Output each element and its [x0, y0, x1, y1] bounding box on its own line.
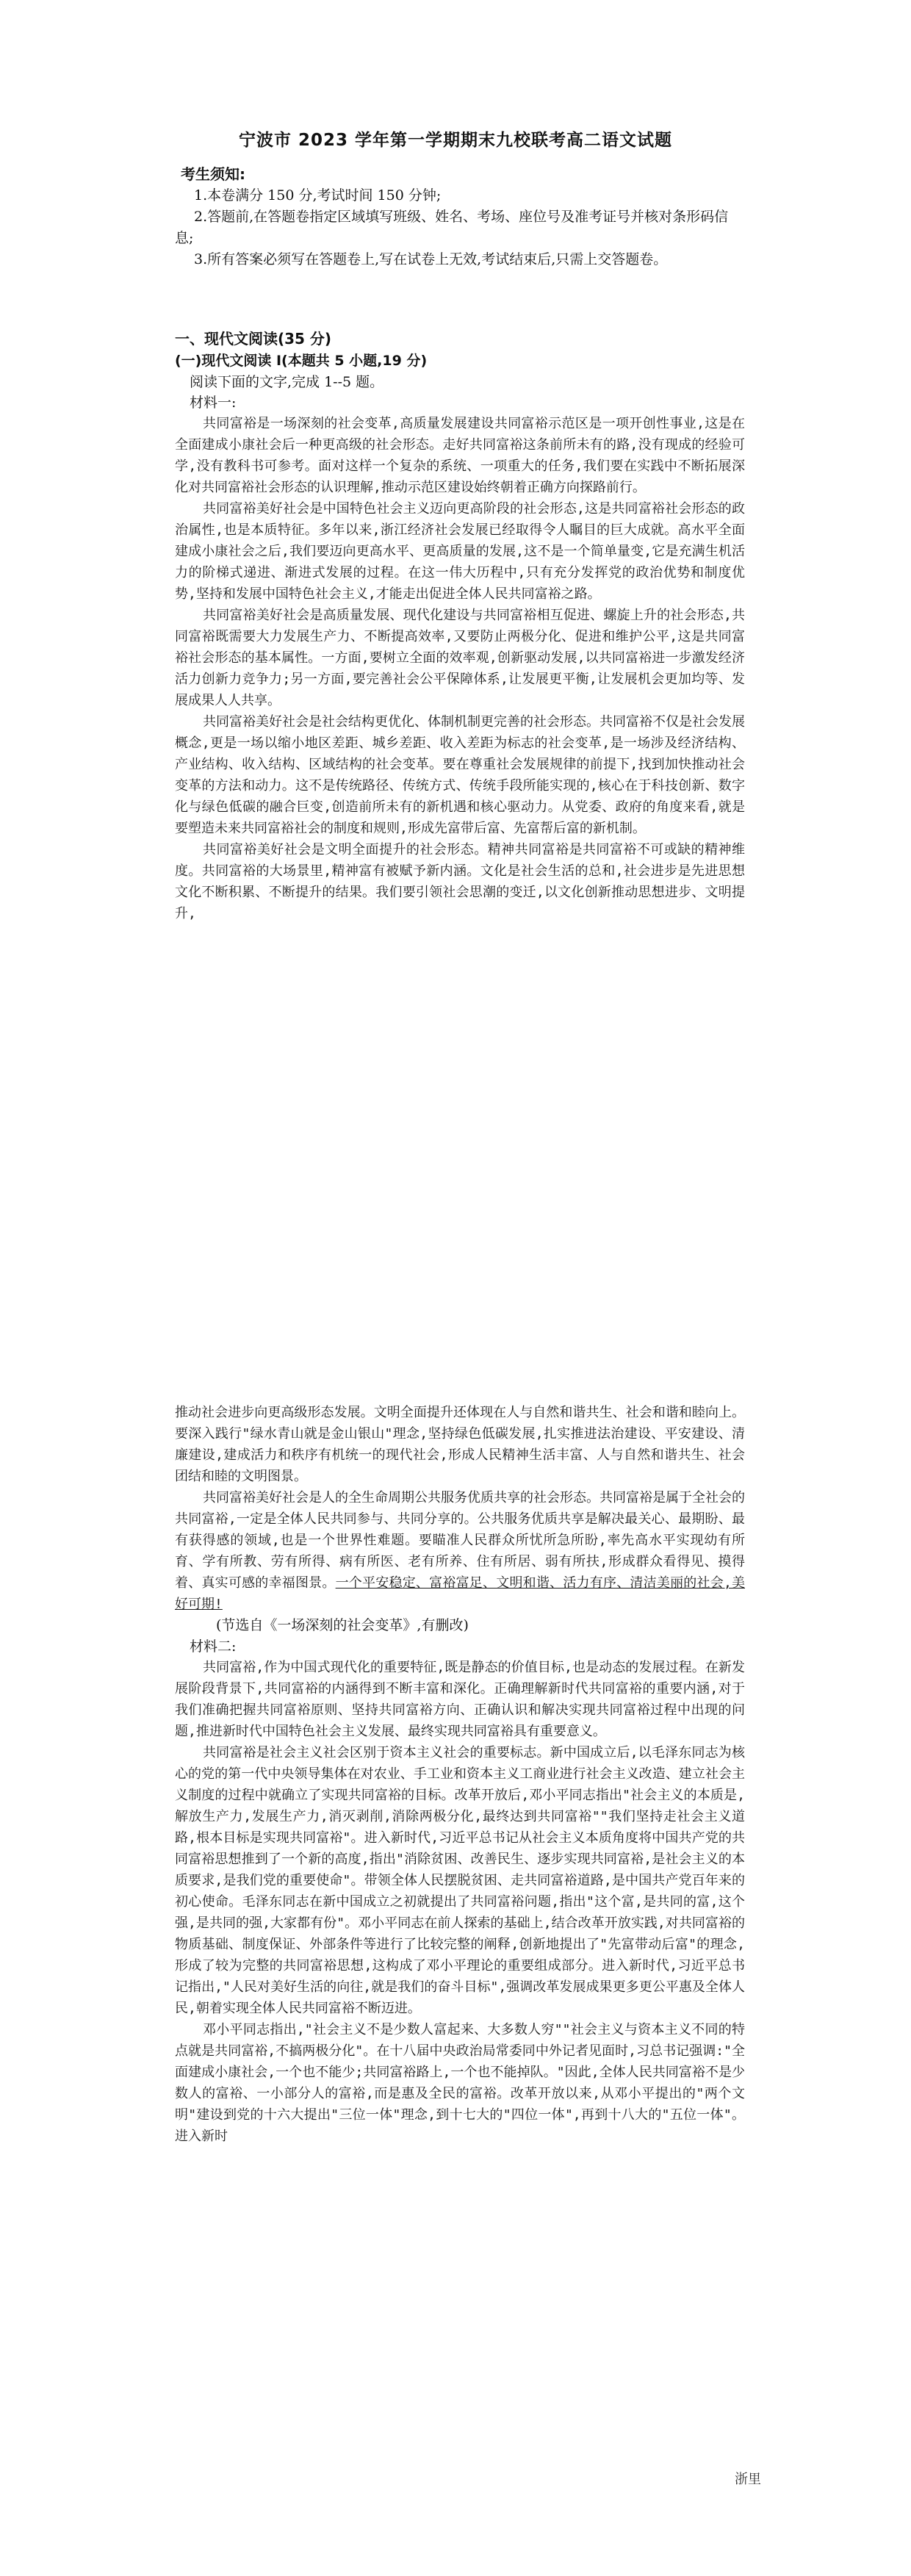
notice-item: 1.本卷满分 150 分,考试时间 150 分钟;	[194, 187, 442, 204]
footer-watermark: 浙里	[735, 2472, 761, 2486]
paragraph	[175, 1487, 745, 1615]
material-two-label: 材料二:	[190, 1638, 237, 1655]
paragraph: 推动社会进步向更高级形态发展。文明全面提升还体现在人与自然和谐共生、社会和谐和睦向上。要深入践行"绿水青山就是金山银山"理念,坚持绿色低碳发展,扎实推进法治建设、平安建设、清廉建设,建成活力和秩序有机统一的现代社会,形成人民精神生活丰富、人与自然和谐共生、社会团结和睦的文明图景。	[175, 1405, 745, 1484]
paragraph: 共同富裕美好社会是高质量发展、现代化建设与共同富裕相互促进、螺旋上升的社会形态,共同富裕既需要大力发展生产力、不断提高效率,又要防止两极分化、促进和维护公平,这是共同富裕社会形态的基本属性。一方面,要树立全面的效率观,创新驱动发展,以共同富裕进一步激发经济活力创新力竞争力;另一方面,要完善社会公平保障体系,让发展更平衡,让发展机会更加均等、发展成果人人共享。	[175, 608, 745, 708]
paragraph: 共同富裕是社会主义社会区别于资本主义社会的重要标志。新中国成立后,以毛泽东同志为核心的党的第一代中央领导集体在对农业、手工业和资本主义工商业进行社会主义改造、建立社会主义制度的过程中就确立了实现共同富裕的目标。改革开放后,邓小平同志指出"社会主义的本质是,解放生产力,发展生产力,消灭剥削,消除两极分化,最终达到共同富裕""我们坚持走社会主义道路,根本目标是实现共同富裕"。进入新时代,习近平总书记从社会主义本质角度将中国共产党的共同富裕思想推到了一个新的高度,指出"消除贫困、改善民生、逐步实现共同富裕,是社会主义的本质要求,是我们党的重要使命"。带领全体人民摆脱贫困、走共同富裕道路,是中国共产党百年来的初心使命。毛泽东同志在新中国成立之初就提出了共同富裕问题,指出"这个富,是共同的富,这个强,是共同的强,大家都有份"。邓小平同志在前人探索的基础上,结合改革开放实践,对共同富裕的物质基础、制度保证、外部条件等进行了比较完整的阐释,创新地提出了"先富带动后富"的理念,形成了较为完整的共同富裕思想,这构成了邓小平理论的重要组成部分。进入新时代,习近平总书记指出,"人民对美好生活的向往,就是我们的奋斗目标",强调改革发展成果更多更公平惠及全体人民,朝着实现全体人民共同富裕不断迈进。	[175, 1745, 745, 2016]
material-two-text	[175, 1657, 745, 2147]
section-heading: 一、现代文阅读(35 分)	[175, 330, 332, 348]
notice-item: 2.答题前,在答题卷指定区域填写班级、姓名、考场、座位号及准考证号并核对条形码信息;	[175, 209, 729, 246]
exam-notice	[175, 163, 745, 270]
paragraph: 共同富裕美好社会是社会结构更优化、体制机制更完善的社会形态。共同富裕不仅是社会发展概念,更是一场以缩小地区差距、城乡差距、收入差距为标志的社会变革,是一场涉及经济结构、产业结构、收入结构、区域结构的社会变革。要在尊重社会发展规律的前提下,找到加快推动社会变革的方法和动力。这不是传统路径、传统方式、传统手段所能实现的,核心在于科技创新、数字化与绿色低碳的融合巨变,创造前所未有的新机遇和核心驱动力。从党委、政府的角度来看,就是要塑造未来共同富裕社会的制度和规则,形成先富带后富、先富帮后富的新机制。	[175, 714, 745, 836]
section-reading	[175, 328, 745, 924]
underlined-sentence: 一个平安稳定、富裕富足、文明和谐、活力有序、清洁美丽的社会,美好可期!	[175, 1575, 745, 1612]
section-reading-continued	[175, 1402, 745, 2147]
subsection-heading: (一)现代文阅读 I(本题共 5 小题,19 分)	[175, 353, 428, 369]
material-one-source: (节选自《一场深刻的社会变革》,有删改)	[216, 1617, 469, 1633]
reading-instruction: 阅读下面的文字,完成 1--5 题。	[190, 374, 384, 390]
material-one-label: 材料一:	[190, 395, 237, 411]
paragraph-text: 共同富裕美好社会是人的全生命周期公共服务优质共享的社会形态。共同富裕是属于全社会的共同富裕,一定是全体人民共同参与、共同分享的。公共服务优质共享是解决最关心、最期盼、最有获得感的领域,也是一个世界性难题。要瞄准人民群众所忧所急所盼,率先高水平实现幼有所育、学有所教、劳有所得、病有所医、老有所养、住有所居、弱有所扶,形成群众看得见、摸得着、真实可感的幸福图景。	[175, 1490, 745, 1591]
paragraph: 共同富裕,作为中国式现代化的重要特征,既是静态的价值目标,也是动态的发展过程。在新发展阶段背景下,共同富裕的内涵得到不断丰富和深化。正确理解新时代共同富裕的重要内涵,对于我们准确把握共同富裕原则、坚持共同富裕方向、正确认识和解决实现共同富裕过程中出现的问题,推进新时代中国特色社会主义发展、最终实现共同富裕具有重要意义。	[175, 1660, 745, 1739]
notice-item: 3.所有答案必须写在答题卷上,写在试卷上无效,考试结束后,只需上交答题卷。	[194, 251, 668, 267]
material-one-continued	[175, 1402, 745, 1615]
paragraph: 共同富裕美好社会是中国特色社会主义迈向更高阶段的社会形态,这是共同富裕社会形态的政治属性,也是本质特征。多年以来,浙江经济社会发展已经取得令人瞩目的巨大成就。高水平全面建成小康社会之后,我们要迈向更高水平、更高质量的发展,这不是一个简单量变,它是充满生机活力的阶梯式递进、渐进式发展的过程。在这一伟大历程中,只有充分发挥党的政治优势和制度优势,坚持和发展中国特色社会主义,才能走出促进全体人民共同富裕之路。	[175, 501, 745, 602]
paragraph: 共同富裕是一场深刻的社会变革,高质量发展建设共同富裕示范区是一项开创性事业,这是在全面建成小康社会后一种更高级的社会形态。走好共同富裕这条前所未有的路,没有现成的经验可学,没有教科书可参考。面对这样一个复杂的系统、一项重大的任务,我们要在实践中不断拓展深化对共同富裕社会形态的认识理解,推动示范区建设始终朝着正确方向探路前行。	[175, 416, 745, 495]
paragraph: 邓小平同志指出,"社会主义不是少数人富起来、大多数人穷""社会主义与资本主义不同的特点就是共同富裕,不搞两极分化"。在十八届中央政治局常委同中外记者见面时,习总书记强调:"全面建成小康社会,一个也不能少;共同富裕路上,一个也不能掉队。"因此,全体人民共同富裕不是少数人的富裕、一小部分人的富裕,而是惠及全民的富裕。改革开放以来,从邓小平提出的"两个文明"建设到党的十六大提出"三位一体"理念,到十七大的"四位一体",再到十八大的"五位一体"。进入新时	[175, 2022, 745, 2144]
notice-heading: 考生须知:	[181, 165, 245, 183]
material-one-text	[175, 413, 745, 924]
paragraph: 共同富裕美好社会是文明全面提升的社会形态。精神共同富裕是共同富裕不可或缺的精神维度。共同富裕的大场景里,精神富有被赋予新内涵。文化是社会生活的总和,社会进步是先进思想文化不断积累、不断提升的结果。我们要引领社会思潮的变迁,以文化创新推动思想进步、文明提升,	[175, 842, 745, 921]
exam-title: 宁波市 2023 学年第一学期期末九校联考高二语文试题	[238, 131, 673, 150]
